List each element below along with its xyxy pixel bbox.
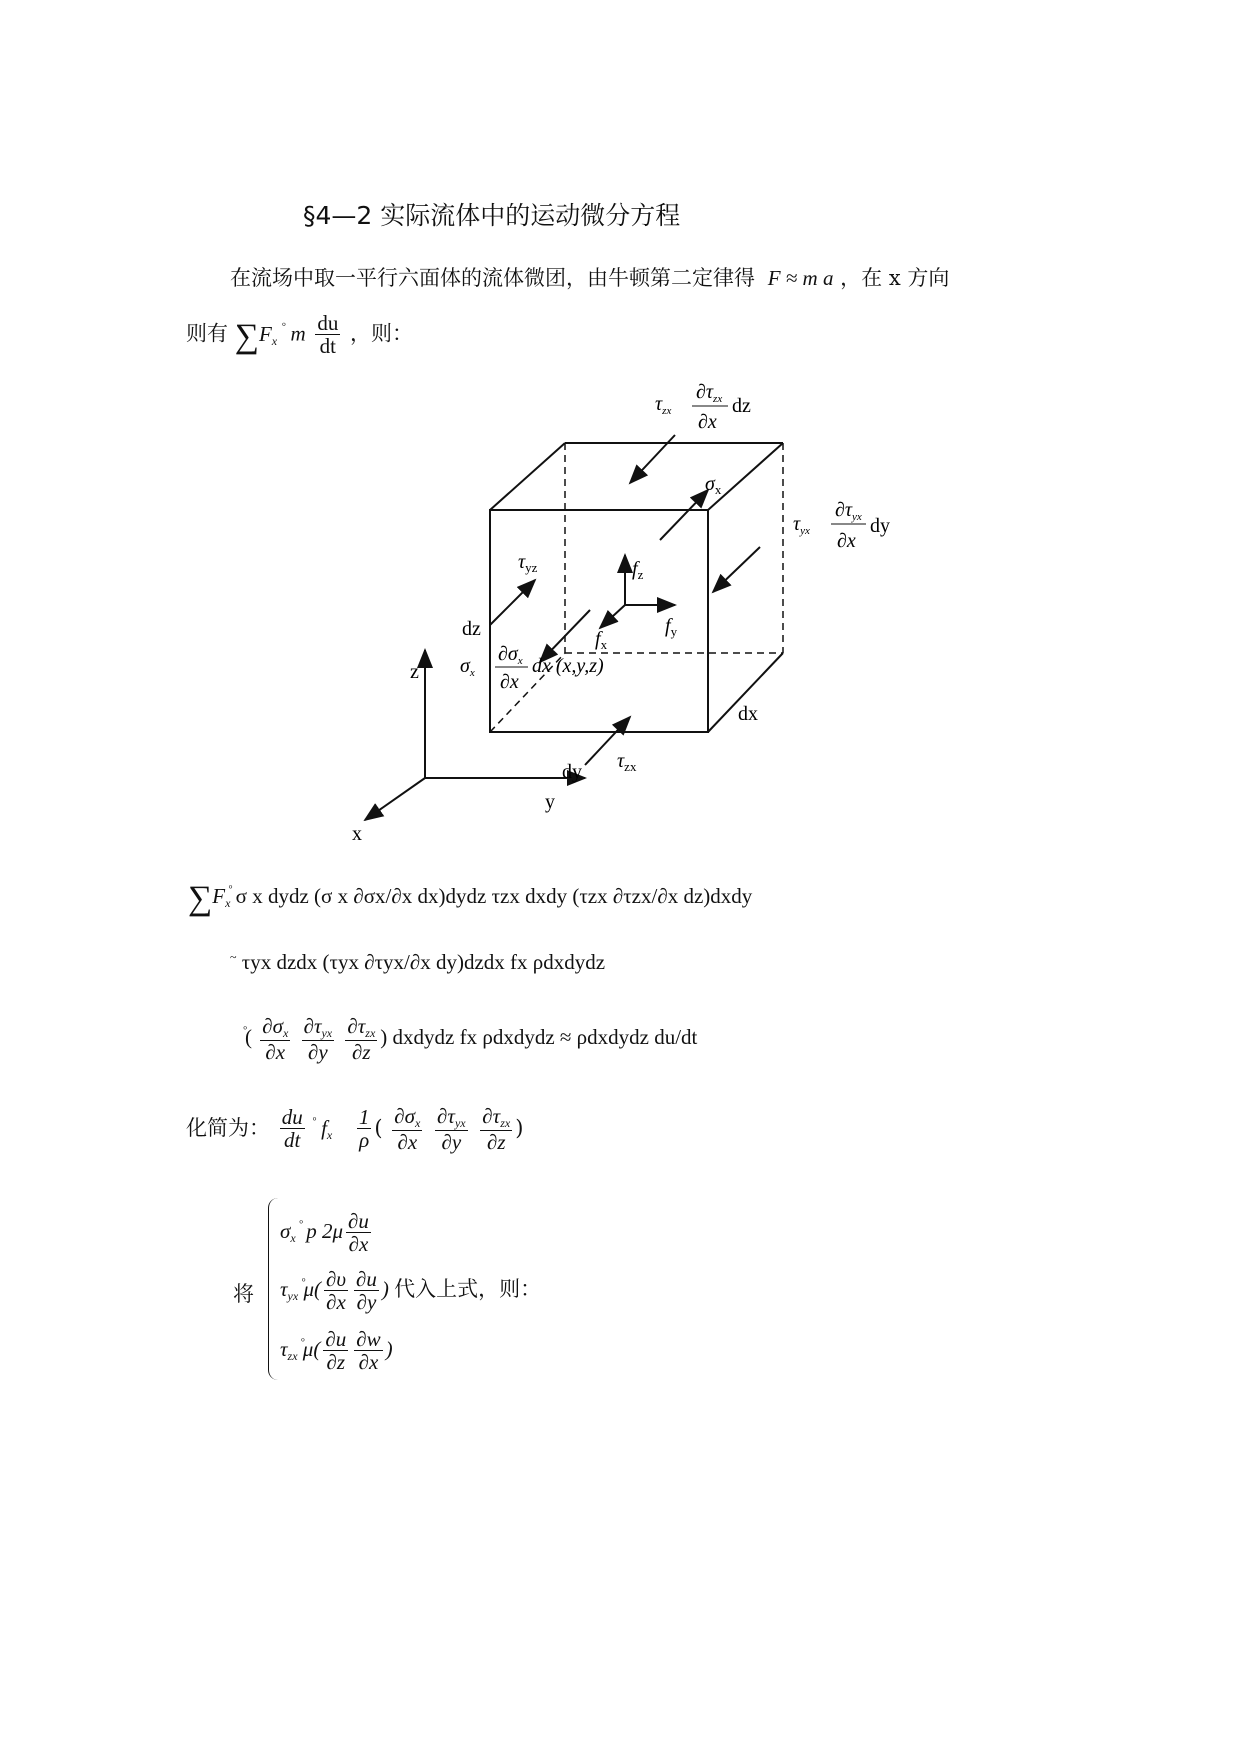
newton-law-equation: F ≈ m a — [767, 266, 834, 290]
sum-equation-line-1: $\sum F_x$ σ x dydz (σ x ∂σx/∂x dx)dydz τzx dxdy (τzx ∂τzx/∂x dz)dxdy — [188, 880, 753, 917]
svg-text:dz: dz — [732, 395, 751, 417]
intro-text: 在流场中取一平行六面体的流体微团，由牛顿第二定律得 — [230, 266, 755, 290]
tau-yz-arrow — [490, 580, 535, 625]
intro-prefix: 则有 — [186, 321, 228, 346]
tau-zx-bottom-label: $\tau_{zx}$ — [617, 750, 637, 774]
svg-text:∂τzx: $\partial\tau_{zx}$ — [696, 381, 723, 405]
eq1-text: σ x dydz (σ x ∂σx/∂x dx)dydz τzx dxdy (τzx ∂τzx/∂x dz)dxdy — [235, 884, 753, 908]
tau-yx-right-label: $\tau_{yx}$ — [793, 513, 810, 537]
sigma-x-constitutive: $\sigma_x$ p 2μ $\frac{\partial u}{\partial x}$ — [280, 1209, 369, 1257]
tau-zx-top-label: $\tau_{zx}$ — [655, 393, 672, 417]
substitute-prefix: 将 — [233, 1282, 254, 1306]
sum-equation-line-3: ( $\frac{\partial\sigma_x}{\partial x}$ $\frac{\partial\tau_{yx}}{\partial y}$ $\frac{\partial\tau_{zx}}{\partial z}$ ) dxdydz fx ρdxdydz ≈ ρdxdydz du/dt — [245, 1014, 698, 1064]
tau-yx-right-arrow — [713, 547, 760, 592]
tau-zx-constitutive: $\tau_{zx}$ μ( $\frac{\partial u}{\partial z}$ $\frac{\partial w}{\partial x}$ ) — [280, 1327, 393, 1375]
tau-yz-label: $\tau_{yz}$ — [518, 551, 538, 575]
sum-fx: $\sum F_x$ — [234, 317, 278, 355]
z-axis-label: z — [410, 661, 419, 683]
fy-label: $f_y$ — [665, 615, 678, 639]
page-title: §4—2 实际流体中的运动微分方程 — [303, 201, 681, 230]
point-label: dx (x,y,z) — [532, 655, 604, 677]
dx-right-label: dx — [738, 703, 758, 725]
svg-text:∂σx: $\partial\sigma_x$ — [498, 643, 523, 667]
fz-label: $f_z$ — [632, 558, 644, 582]
x-axis-label: x — [352, 823, 362, 845]
svg-text:dy: dy — [870, 515, 890, 537]
intro-line-2 — [186, 312, 413, 358]
svg-text:∂x: ∂x — [837, 530, 856, 552]
dz-left-label: dz — [462, 618, 481, 640]
fluid-element-diagram — [330, 380, 930, 850]
cube-front-face — [490, 510, 708, 732]
eq3-text: dxdydz fx ρdxdydz ≈ ρdxdydz du/dt — [392, 1025, 698, 1050]
du-dt-fraction: $\frac{du}{dt}$ — [317, 311, 339, 359]
x-axis — [365, 778, 425, 820]
tau-yx-constitutive: $\tau_{yx}$ μ( $\frac{\partial\upsilon}{\partial x}$ $\frac{\partial u}{\partial y}$ ) 代入上式，则： — [280, 1267, 542, 1315]
dy-bottom-label: dy — [562, 761, 582, 783]
svg-text:∂x: ∂x — [500, 671, 519, 693]
mass-symbol: m — [290, 321, 306, 346]
left-brace — [268, 1198, 279, 1380]
intro-line2-tail: ，则： — [350, 321, 414, 346]
substitute-suffix: 代入上式，则： — [394, 1276, 542, 1301]
sum-equation-line-2: ~ τyx dzdx (τyx ∂τyx/∂x dy)dzdx fx ρdxdydz — [230, 950, 606, 974]
fx-arrow — [600, 605, 625, 628]
sigma-x-left-label: $\sigma_x$ — [460, 655, 475, 679]
y-axis-label: y — [545, 791, 555, 813]
intro-line-1 — [230, 262, 949, 292]
sigma-x-top-arrow — [660, 490, 708, 540]
simplified-equation: 化简为： $\frac{du}{dt}$ $f_x$ $\frac{1}{\rho}$ ( $\frac{\partial\sigma_x}{\partial x}$ $\frac{\partial\tau_{yx}}{\partial y}$ $\frac{\partial\tau_{zx}}{\partial z}$ ) — [186, 1104, 524, 1154]
sigma-x-top-label: $\sigma_x$ — [705, 473, 722, 497]
eq2-text: τyx dzdx (τyx ∂τyx/∂x dy)dzdx fx ρdxdydz — [241, 950, 606, 974]
svg-text:∂τyx: $\partial\tau_{yx}$ — [835, 499, 862, 523]
simplified-prefix: 化简为： — [186, 1115, 270, 1140]
fx-label: $f_x$ — [595, 628, 608, 652]
svg-text:∂x: ∂x — [698, 411, 717, 433]
intro-tail: ，在 x 方向 — [840, 266, 950, 290]
